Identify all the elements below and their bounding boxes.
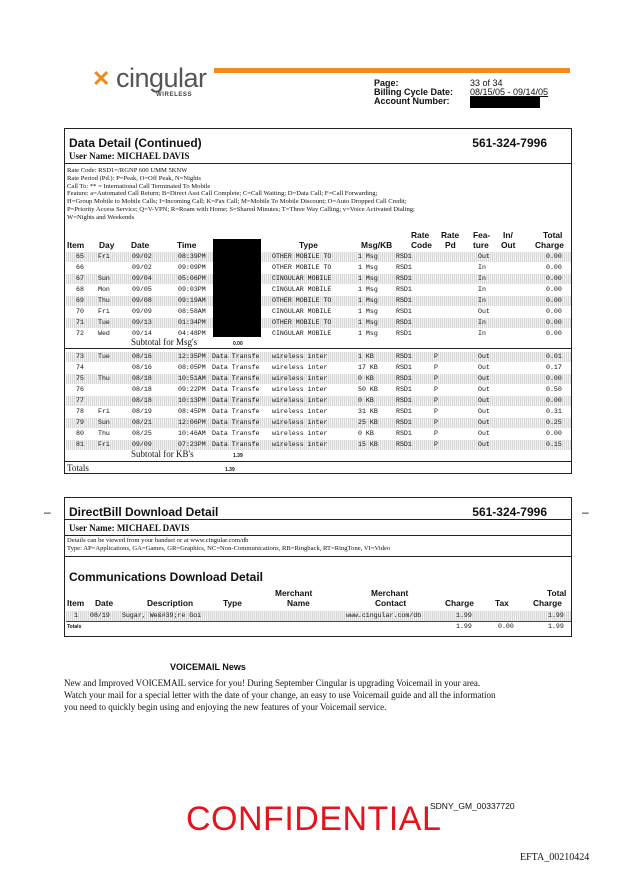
cell-feature: In [478,264,486,271]
cell-code: RSD1 [396,353,412,360]
cingular-logo [92,64,212,102]
dl-col-tax: Tax [495,598,509,608]
cell-date: 09/14 [132,330,152,337]
cell-day: Wed [98,330,110,337]
cell-tofrom: Data Transfe [212,419,260,426]
cell-item: 80 [76,430,84,437]
cell-time: 12:06PM [178,419,206,426]
cell-feature: Out [478,397,490,404]
cell-msg: 1 Msg [358,275,378,282]
data-detail-phone: 561-324-7996 [472,136,547,150]
cell-charge: 0.00 [546,319,562,326]
dl-col-merchant-name-2: Name [287,598,310,608]
col-feature-2: ture [473,240,489,250]
logo-subtext: WIRELESS [156,92,193,98]
right-margin-mark: – [582,505,589,519]
dl-col-total-1: Total [547,588,567,598]
cell-item: 65 [76,253,84,260]
header-rule [214,68,570,73]
cell-code: RSD1 [396,308,412,315]
logo-text: cingular [116,63,207,93]
cell-type: OTHER MOBILE TO [272,319,332,326]
col-rate-pd-1: Rate [441,230,460,240]
bates-number-top: SDNY_GM_00337720 [430,801,515,811]
subtotal-kbs-value: 1.39 [233,453,243,459]
cell-date: 09/09 [132,308,152,315]
cell-code: RSD1 [396,397,412,404]
cell-charge: 0.00 [546,397,562,404]
cell-charge: 0.00 [546,430,562,437]
bates-number-bottom: EFTA_00210424 [520,852,590,863]
cell-item: 81 [76,441,84,448]
cell-pd: P [434,386,438,393]
dl-col-type: Type [223,598,242,608]
col-feature-1: Fea- [473,230,491,240]
cell-date: 08/16 [132,353,152,360]
cell-tofrom: Data Transfe [212,353,260,360]
cell-date: 08/18 [132,375,152,382]
cell-code: RSD1 [396,264,412,271]
cell-day: Tue [98,319,110,326]
cell-time: 10:51AM [178,375,206,382]
cell-type: OTHER MOBILE TO [272,253,332,260]
table-row [66,285,571,295]
cell-code: RSD1 [396,297,412,304]
cell-item: 75 [76,375,84,382]
legend-line: W=Nights and Weekends [67,213,135,221]
cell-date: 09/04 [132,275,152,282]
cell-item: 71 [76,319,84,326]
table-row [66,418,571,428]
dl-totals-label: Totals [67,624,82,630]
cell-day: Thu [98,297,110,304]
cell-code: RSD1 [396,408,412,415]
subtotal-msgs-label: Subtotal for Msg's [131,337,198,347]
directbill-notes [67,537,567,553]
cell-date: 09/13 [132,319,152,326]
cell-feature: Out [478,308,490,315]
cell-time: 08:58AM [178,308,206,315]
cell-msg: 0 KB [358,397,374,404]
totals-label: Totals [67,463,89,473]
voicemail-news-title: VOICEMAIL News [170,662,246,672]
cell-day: Sun [98,419,110,426]
cell-day: Thu [98,430,110,437]
col-day: Day [99,240,115,250]
cell-msg: 1 Msg [358,308,378,315]
table-row [66,363,571,373]
cell-feature: Out [478,430,490,437]
account-number-label: Account Number: [374,96,450,106]
cell-feature: Out [478,386,490,393]
dl-merchant-contact: www.cingular.com/db [346,612,422,619]
cell-type: wireless inter [272,430,328,437]
dl-col-total-2: Charge [533,598,562,608]
cell-charge: 0.00 [546,375,562,382]
cell-time: 09:09PM [178,264,206,271]
cell-type: wireless inter [272,386,328,393]
cell-code: RSD1 [396,286,412,293]
directbill-section [64,497,572,637]
dl-total: 1.99 [548,612,564,619]
cell-charge: 0.00 [546,264,562,271]
cell-charge: 0.17 [546,364,562,371]
page-value: 33 of 34 [470,78,503,88]
col-rate-code-2: Code [411,240,432,250]
data-detail-user-name: User Name: MICHAEL DAVIS [69,151,190,161]
cell-item: 79 [76,419,84,426]
communications-download-title: Communications Download Detail [69,570,264,584]
table-row [66,352,571,362]
dl-col-date: Date [95,598,114,608]
cell-pd: P [434,419,438,426]
cell-code: RSD1 [396,430,412,437]
cell-tofrom: Data Transfe [212,364,260,371]
dl-col-merchant-contact-2: Contact [375,598,407,608]
cell-item: 78 [76,408,84,415]
cell-type: wireless inter [272,353,328,360]
cell-type: wireless inter [272,408,328,415]
cell-date: 08/16 [132,364,152,371]
table-row [66,307,571,317]
cell-feature: In [478,275,486,282]
cell-time: 09:22PM [178,386,206,393]
col-time: Time [177,240,197,250]
cell-date: 09/08 [132,297,152,304]
table-row [66,263,571,273]
cell-msg: 1 Msg [358,319,378,326]
cell-feature: Out [478,353,490,360]
cell-pd: P [434,375,438,382]
rate-code-legend [67,167,567,222]
table-row [66,252,571,262]
cell-code: RSD1 [396,330,412,337]
cell-day: Tue [98,353,110,360]
col-in-out-2: Out [501,240,516,250]
cell-feature: Out [478,253,490,260]
legend-line: P=Priority Access Service; Q=V-VPN; R=Roam with Home; S=Shared Minutes; T=Three Way Calling; v=Voice Activated Dialing; [67,205,415,213]
cell-tofrom: Data Transfe [212,397,260,404]
cell-feature: Out [478,364,490,371]
cell-day: Fri [98,308,110,315]
cell-feature: In [478,286,486,293]
col-total-charge-1: Total [543,230,563,240]
confidential-stamp: CONFIDENTIAL [186,800,442,838]
legend-line: Rate Code: RSD1=/RGNP 600 UMM 5KNW [67,167,188,174]
cell-feature: In [478,330,486,337]
col-rate-code-1: Rate [411,230,430,240]
cell-time: 10:13PM [178,397,206,404]
subtotal-kbs-label: Subtotal for KB's [131,449,194,459]
legend-line: H=Group Mobile to Mobile Calls; I=Incoming Call; K=Fax Call; M=Mobile To Mobile Discount; O=Auto Dropped Call Credit; [67,198,407,206]
table-row [66,385,571,395]
cell-feature: In [478,319,486,326]
dl-col-description: Description [147,598,194,608]
cell-item: 77 [76,397,84,404]
cell-day: Sun [98,275,110,282]
legend-line: Rate Period (Pd.): P=Peak, O=Off Peak, N=Nights [67,174,201,182]
cell-time: 08:45PM [178,408,206,415]
cell-charge: 0.00 [546,297,562,304]
table-row [66,429,571,439]
col-total-charge-2: Charge [535,240,564,250]
cell-item: 69 [76,297,84,304]
account-info [374,79,574,106]
dl-totals-total: 1.99 [548,623,564,630]
cell-msg: 1 Msg [358,286,378,293]
cell-type: wireless inter [272,397,328,404]
legend-line: Call To: ** = International Call Terminated To Mobile [67,182,211,190]
cell-day: Mon [98,286,110,293]
to-from-redaction [213,239,261,337]
dl-totals-charge: 1.99 [456,623,472,630]
cell-type: CINGULAR MOBILE [272,286,332,293]
cell-msg: 1 Msg [358,330,378,337]
cell-item: 72 [76,330,84,337]
cell-pd: P [434,397,438,404]
cell-item: 66 [76,264,84,271]
cell-code: RSD1 [396,386,412,393]
cell-charge: 0.31 [546,408,562,415]
cell-time: 04:48PM [178,330,206,337]
table-row [66,296,571,306]
cell-time: 09:03PM [178,286,206,293]
cell-msg: 15 KB [358,441,378,448]
col-rate-pd-2: Pd [445,240,456,250]
cell-charge: 0.01 [546,353,562,360]
cell-item: 76 [76,386,84,393]
cell-msg: 31 KB [358,408,378,415]
cell-item: 74 [76,364,84,371]
cell-type: wireless inter [272,375,328,382]
cell-tofrom: Data Transfe [212,430,260,437]
dl-item: 1 [74,612,78,619]
cell-msg: 0 KB [358,430,374,437]
directbill-note: Details can be viewed from your handset or at www.cingular.com/db [67,537,249,544]
cell-msg: 1 Msg [358,264,378,271]
table-row [66,274,571,284]
cingular-x-icon: ✕ [92,66,111,91]
directbill-title: DirectBill Download Detail [69,505,219,519]
cell-pd: P [434,441,438,448]
cell-feature: Out [478,408,490,415]
cell-msg: 1 Msg [358,297,378,304]
dl-totals-tax: 0.00 [498,623,514,630]
cell-date: 08/25 [132,430,152,437]
cell-charge: 0.00 [546,330,562,337]
cell-feature: Out [478,375,490,382]
cell-item: 73 [76,353,84,360]
cell-msg: 1 KB [358,353,374,360]
cell-time: 09:19AM [178,297,206,304]
cell-item: 67 [76,275,84,282]
cell-day: Thu [98,375,110,382]
dl-col-charge: Charge [445,598,474,608]
cell-feature: In [478,297,486,304]
cell-msg: 25 KB [358,419,378,426]
cell-date: 08/18 [132,397,152,404]
cell-tofrom: Data Transfe [212,375,260,382]
cell-type: CINGULAR MOBILE [272,275,332,282]
cell-pd: P [434,408,438,415]
data-detail-section [64,128,572,474]
table-row [66,407,571,417]
table-row [66,374,571,384]
cell-pd: P [434,353,438,360]
dl-col-merchant-contact-1: Merchant [371,588,409,598]
cell-day: Fri [98,253,110,260]
cell-charge: 0.00 [546,275,562,282]
directbill-note: Type: AP=Applications, GA=Games, GR=Graphics, NC=Non-Communications, RB=Ringback, RT=RingTone, VI=Video [67,544,391,552]
table-row [66,396,571,406]
cell-time: 08:05PM [178,364,206,371]
cell-msg: 1 Msg [358,253,378,260]
voicemail-news-body: New and Improved VOICEMAIL service for you! During September Cingular is upgrading Voicemail in your area. Watch your mail for a special letter with the date of your change, an easy to use Voicemail guide and all the information you need to quickly begin using and enjoying the new features of your Voicemail service. [64,678,496,712]
cell-date: 09/05 [132,286,152,293]
col-date: Date [131,240,150,250]
cell-time: 05:06PM [178,275,206,282]
subtotal-msgs-value: 0.00 [233,341,243,347]
cell-date: 09/02 [132,264,152,271]
dl-col-item: Item [67,598,85,608]
page-label: Page: [374,78,399,88]
cell-tofrom: Data Transfe [212,441,260,448]
col-in-out-1: In/ [503,230,513,240]
cell-type: OTHER MOBILE TO [272,297,332,304]
left-margin-mark: – [44,505,51,519]
billing-cycle-value: 08/15/05 - 09/14/05 [470,87,549,97]
col-msg-kb: Msg/KB [361,240,393,250]
totals-value: 1.39 [225,467,235,473]
cell-charge: 0.15 [546,441,562,448]
cell-tofrom: Data Transfe [212,408,260,415]
cell-code: RSD1 [396,275,412,282]
dl-date: 08/19 [90,612,110,619]
cell-code: RSD1 [396,364,412,371]
cell-feature: Out [478,419,490,426]
cell-tofrom: Data Transfe [212,386,260,393]
cell-charge: 0.00 [546,286,562,293]
cell-date: 08/21 [132,419,152,426]
cell-msg: 17 KB [358,364,378,371]
cell-msg: 50 KB [358,386,378,393]
cell-code: RSD1 [396,419,412,426]
cell-date: 09/02 [132,253,152,260]
table-row [66,318,571,328]
cell-day: Fri [98,408,110,415]
legend-line: Feature: a=Automated Call Return; B=Direct Asst Call Complete; C=Call Waiting; D=Data Call; F=Call Forwarding; [67,190,378,198]
cell-type: wireless inter [272,441,328,448]
directbill-user-name: User Name: MICHAEL DAVIS [69,523,190,533]
cell-msg: 0 KB [358,375,374,382]
cell-time: 01:34PM [178,319,206,326]
dl-charge: 1.99 [456,612,472,619]
cell-date: 08/18 [132,386,152,393]
billing-cycle-label: Billing Cycle Date: [374,87,454,97]
cell-time: 07:23PM [178,441,206,448]
cell-time: 10:46AM [178,430,206,437]
cell-charge: 0.00 [546,308,562,315]
cell-charge: 0.25 [546,419,562,426]
account-number-redaction [470,97,540,108]
cell-time: 12:35PM [178,353,206,360]
cell-day: Fri [98,441,110,448]
cell-code: RSD1 [396,441,412,448]
cell-pd: P [434,430,438,437]
cell-type: wireless inter [272,419,328,426]
cell-type: CINGULAR MOBILE [272,330,332,337]
cell-type: wireless inter [272,364,328,371]
cell-time: 08:39PM [178,253,206,260]
cell-feature: Out [478,441,490,448]
cell-date: 08/19 [132,408,152,415]
cell-item: 70 [76,308,84,315]
dl-col-merchant-name-1: Merchant [275,588,313,598]
data-detail-title: Data Detail (Continued) [69,136,202,150]
directbill-phone: 561-324-7996 [472,505,547,519]
cell-date: 09/09 [132,441,152,448]
cell-code: RSD1 [396,253,412,260]
download-row [66,611,571,621]
col-item: Item [67,240,85,250]
download-totals-row [66,621,571,631]
cell-code: RSD1 [396,319,412,326]
cell-item: 68 [76,286,84,293]
cell-type: CINGULAR MOBILE [272,308,332,315]
dl-description: Sugar, We&#39;re Goi [122,612,202,619]
col-type: Type [299,240,318,250]
cell-pd: P [434,364,438,371]
cell-type: OTHER MOBILE TO [272,264,332,271]
cell-charge: 0.00 [546,253,562,260]
cell-code: RSD1 [396,375,412,382]
cell-charge: 0.50 [546,386,562,393]
